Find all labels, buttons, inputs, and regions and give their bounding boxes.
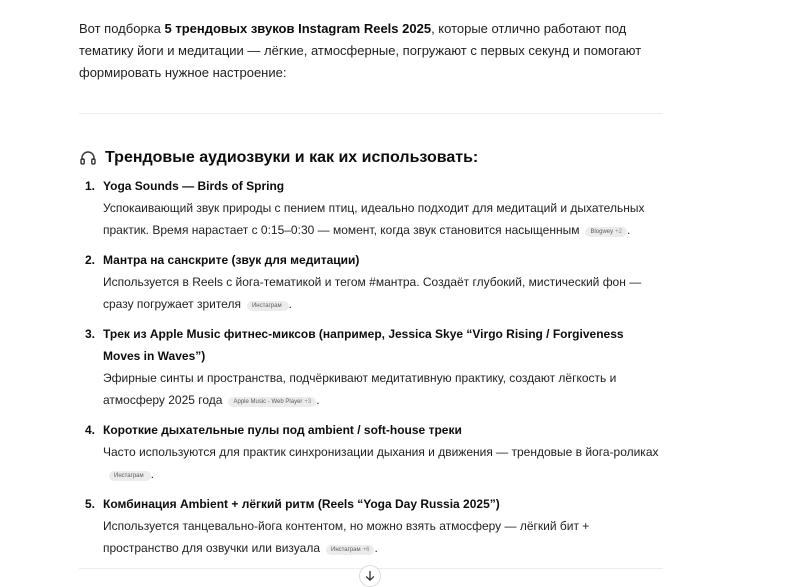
source-chip-count: +6	[362, 547, 370, 553]
source-chip[interactable]	[228, 397, 316, 407]
track-title: Трек из Apple Music фитнес-миксов (например, Jessica Skye “Virgo Rising / Forgiveness Moves in Waves”)	[103, 327, 624, 363]
source-chip[interactable]	[247, 301, 289, 311]
source-chip-count: +2	[615, 229, 622, 235]
track-title: Мантра на санскрите (звук для медитации)	[103, 253, 360, 267]
trailing-period: .	[374, 541, 378, 555]
track-description	[103, 197, 663, 241]
track-list	[79, 175, 679, 567]
track-description-text: Используется танцевально-йога контентом, но можно взять атмосферу — лёгкий бит + пространство для озвучки или визуала	[103, 519, 590, 555]
intro-text-end: , которые отлично работают под тематику йоги и медитации — лёгкие, атмосферные, погружают с первых секунд и помогают формировать нужное настроение:	[79, 21, 642, 80]
source-chip-label: Инстаграм	[114, 473, 144, 479]
divider	[79, 113, 663, 114]
intro-paragraph	[79, 18, 679, 84]
source-chip-label: Apple Music - Web Player	[233, 399, 303, 405]
track-number: 2.	[85, 253, 96, 267]
trailing-period: .	[150, 467, 154, 481]
track-title: Yoga Sounds — Birds of Spring	[103, 179, 285, 193]
source-chip-count: +3	[304, 399, 312, 405]
section-title-text: Трендовые аудиозвуки и как их использовать:	[105, 149, 479, 166]
track-title: Короткие дыхательные пулы под ambient / soft-house треки	[103, 423, 462, 437]
source-chip-label: Blogwey	[590, 229, 614, 235]
scroll-down-button[interactable]	[359, 565, 381, 587]
intro-text-bold: 5 трендовых звуков Instagram Reels 2025	[164, 21, 432, 36]
track-item	[79, 323, 679, 411]
track-item	[79, 249, 679, 315]
intro-text-start: Вот подборка	[79, 21, 165, 36]
track-item	[79, 493, 679, 559]
track-description	[103, 271, 663, 315]
trailing-period: .	[316, 393, 320, 407]
track-title: Комбинация Ambient + лёгкий ритм (Reels “Yoga Day Russia 2025”)	[103, 497, 500, 511]
track-number: 3.	[85, 327, 96, 341]
track-description-text: Успокаивающий звук природы с пением птиц, идеально подходит для медитаций и дыхательных практик. Время нарастает с 0:15–0:30 — момент, когда звук становится насыщенным	[103, 201, 645, 237]
source-chip-label: Инстаграм	[331, 547, 361, 553]
track-number: 4.	[85, 423, 96, 437]
track-item	[79, 419, 679, 485]
track-description	[103, 367, 663, 411]
track-number: 5.	[85, 497, 96, 511]
track-description	[103, 441, 663, 485]
source-chip[interactable]	[109, 471, 151, 481]
track-description-text: Часто используются для практик синхронизации дыхания и движения — трендовые в йога-роликах	[103, 445, 659, 459]
track-item	[79, 175, 679, 241]
track-description	[103, 515, 663, 559]
arrow-down-icon	[364, 570, 376, 582]
track-description-text: Эфирные синты и пространства, подчёркивают медитативную практику, создают лёгкость и атмосферу 2025 года	[103, 371, 617, 407]
source-chip[interactable]	[585, 227, 627, 237]
source-chip-label: Инстаграм	[251, 303, 282, 309]
trailing-period: .	[288, 297, 292, 311]
track-number: 1.	[85, 179, 96, 193]
section-title	[79, 147, 478, 169]
track-description-text: Используется в Reels с йога-тематикой и тегом #мантра. Создаёт глубокий, мистический фон — сразу погружает зрителя	[103, 275, 642, 311]
headphones-icon	[79, 149, 97, 167]
trailing-period: .	[626, 223, 631, 237]
source-chip[interactable]	[326, 545, 374, 555]
